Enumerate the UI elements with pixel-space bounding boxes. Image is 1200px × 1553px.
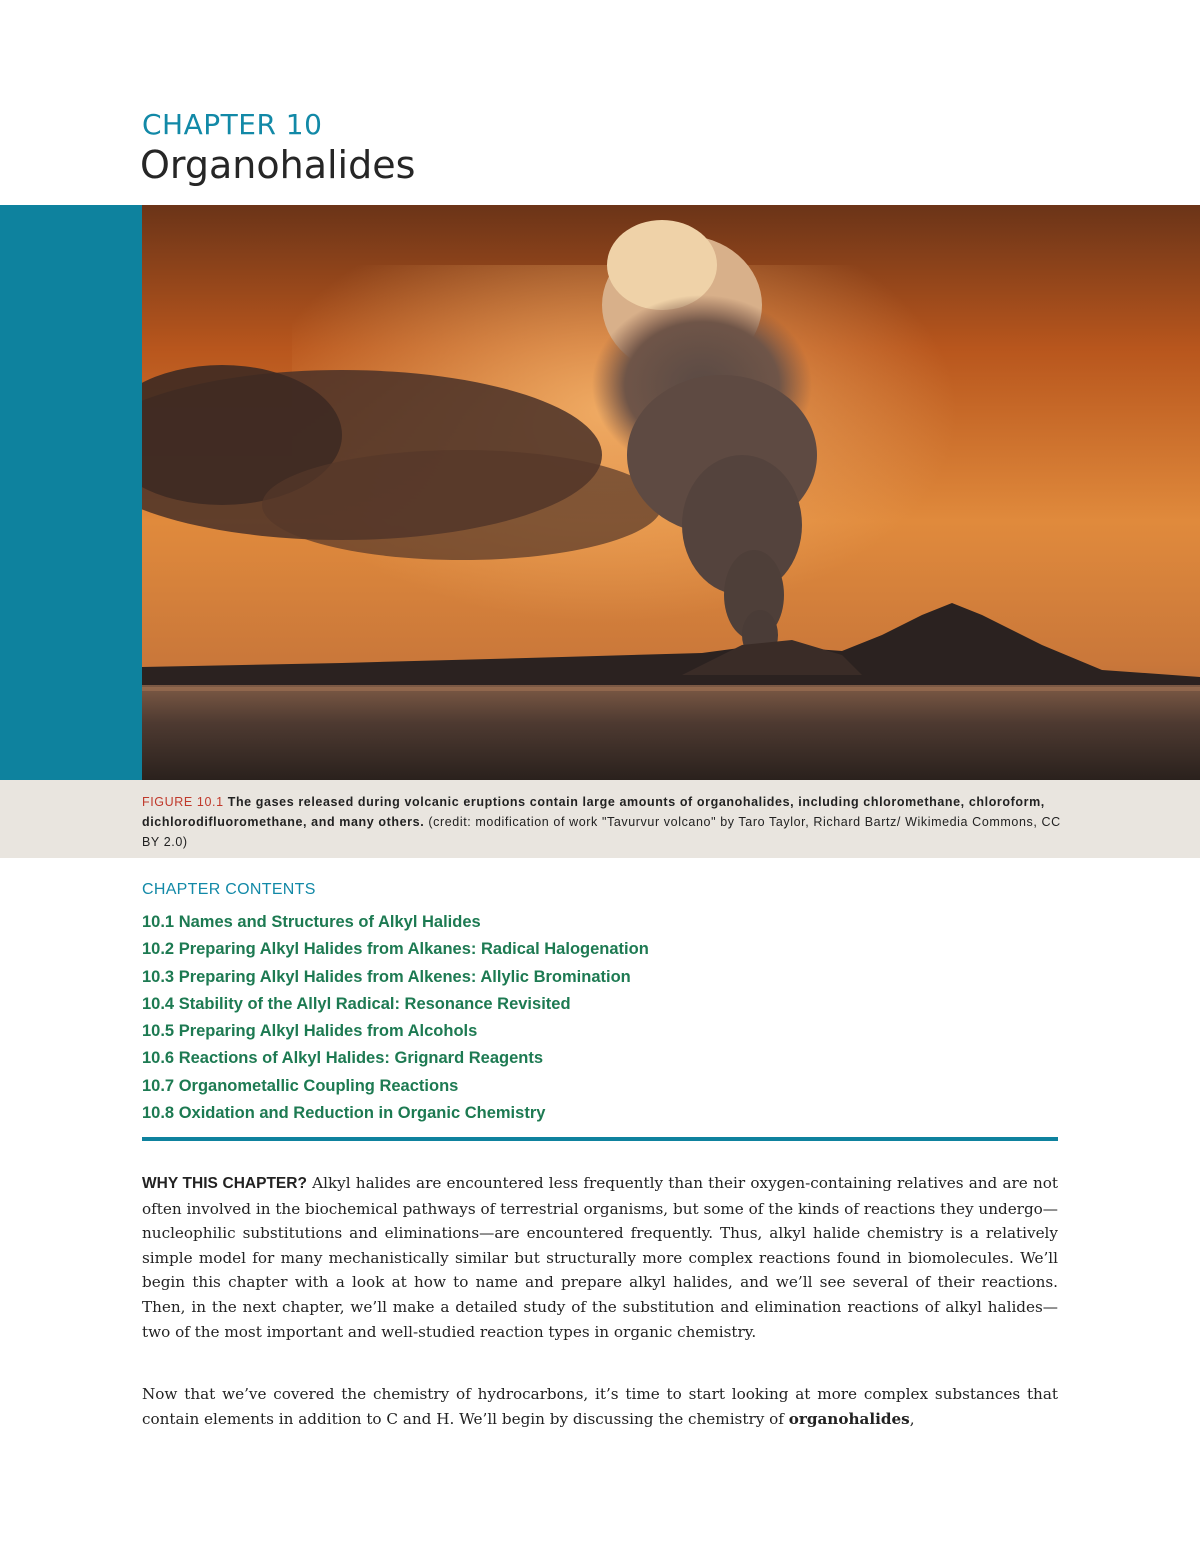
accent-bar bbox=[0, 205, 142, 780]
figure-caption-text: The gases released during volcanic eruptions contain large amounts of organohalides, including chloromethane, chloroform, dichlorodifluoromethane, and many others. bbox=[142, 795, 1045, 829]
volcano-photo bbox=[142, 205, 1200, 780]
figure-credit: (credit: modification of work "Tavurvur volcano" by Taro Taylor, Richard Bartz/ Wikimedia Commons, CC BY 2.0) bbox=[142, 815, 1061, 849]
why-this-chapter-text: Alkyl halides are encountered less frequently than their oxygen-containing relatives and are not often involved in the biochemical pathways of terrestrial organisms, but some of the kinds of reactions they undergo—nucleophilic substitutions and eliminations—are encountered frequently. Thus, alkyl halide chemistry is a relatively simple model for many mechanistically similar but structurally more complex reactions found in biomolecules. We’ll begin this chapter with a look at how to name and prepare alkyl halides, and we’ll see several of their reactions. Then, in the next chapter, we’ll make a detailed study of the substitution and elimination reactions of alkyl halides—two of the most important and well-studied reaction types in organic chemistry. bbox=[142, 1174, 1058, 1341]
intro-trail: , bbox=[909, 1409, 915, 1428]
section-divider bbox=[142, 1137, 1058, 1141]
toc-item-10-8[interactable]: 10.8 Oxidation and Reduction in Organic Chemistry bbox=[142, 1104, 546, 1123]
why-this-chapter-label: WHY THIS CHAPTER? bbox=[142, 1175, 307, 1192]
intro-text: Now that we’ve covered the chemistry of hydrocarbons, it’s time to start looking at more complex substances that contain elements in addition to C and H. We’ll begin by discussing the chemistry of bbox=[142, 1385, 1058, 1428]
toc-item-10-3[interactable]: 10.3 Preparing Alkyl Halides from Alkenes: Allylic Bromination bbox=[142, 967, 631, 986]
toc-item-10-2[interactable]: 10.2 Preparing Alkyl Halides from Alkanes: Radical Halogenation bbox=[142, 940, 649, 959]
toc-item-10-5[interactable]: 10.5 Preparing Alkyl Halides from Alcohols bbox=[142, 1022, 478, 1041]
intro-paragraph bbox=[142, 1382, 1058, 1431]
figure-caption bbox=[142, 792, 1062, 852]
chapter-label: CHAPTER 10 bbox=[142, 108, 323, 141]
toc-item-10-6[interactable]: 10.6 Reactions of Alkyl Halides: Grignard Reagents bbox=[142, 1049, 544, 1068]
chapter-title: Organohalides bbox=[140, 143, 416, 187]
toc-item-10-4[interactable]: 10.4 Stability of the Allyl Radical: Resonance Revisited bbox=[142, 994, 571, 1013]
figure-label: FIGURE 10.1 bbox=[142, 795, 224, 809]
key-term-organohalides: organohalides bbox=[788, 1409, 910, 1428]
chapter-contents-list bbox=[142, 909, 649, 1127]
why-this-chapter-paragraph bbox=[142, 1171, 1058, 1344]
toc-item-10-1[interactable]: 10.1 Names and Structures of Alkyl Halides bbox=[142, 913, 481, 931]
toc-item-10-7[interactable]: 10.7 Organometallic Coupling Reactions bbox=[142, 1076, 459, 1095]
contents-heading: CHAPTER CONTENTS bbox=[142, 881, 316, 898]
